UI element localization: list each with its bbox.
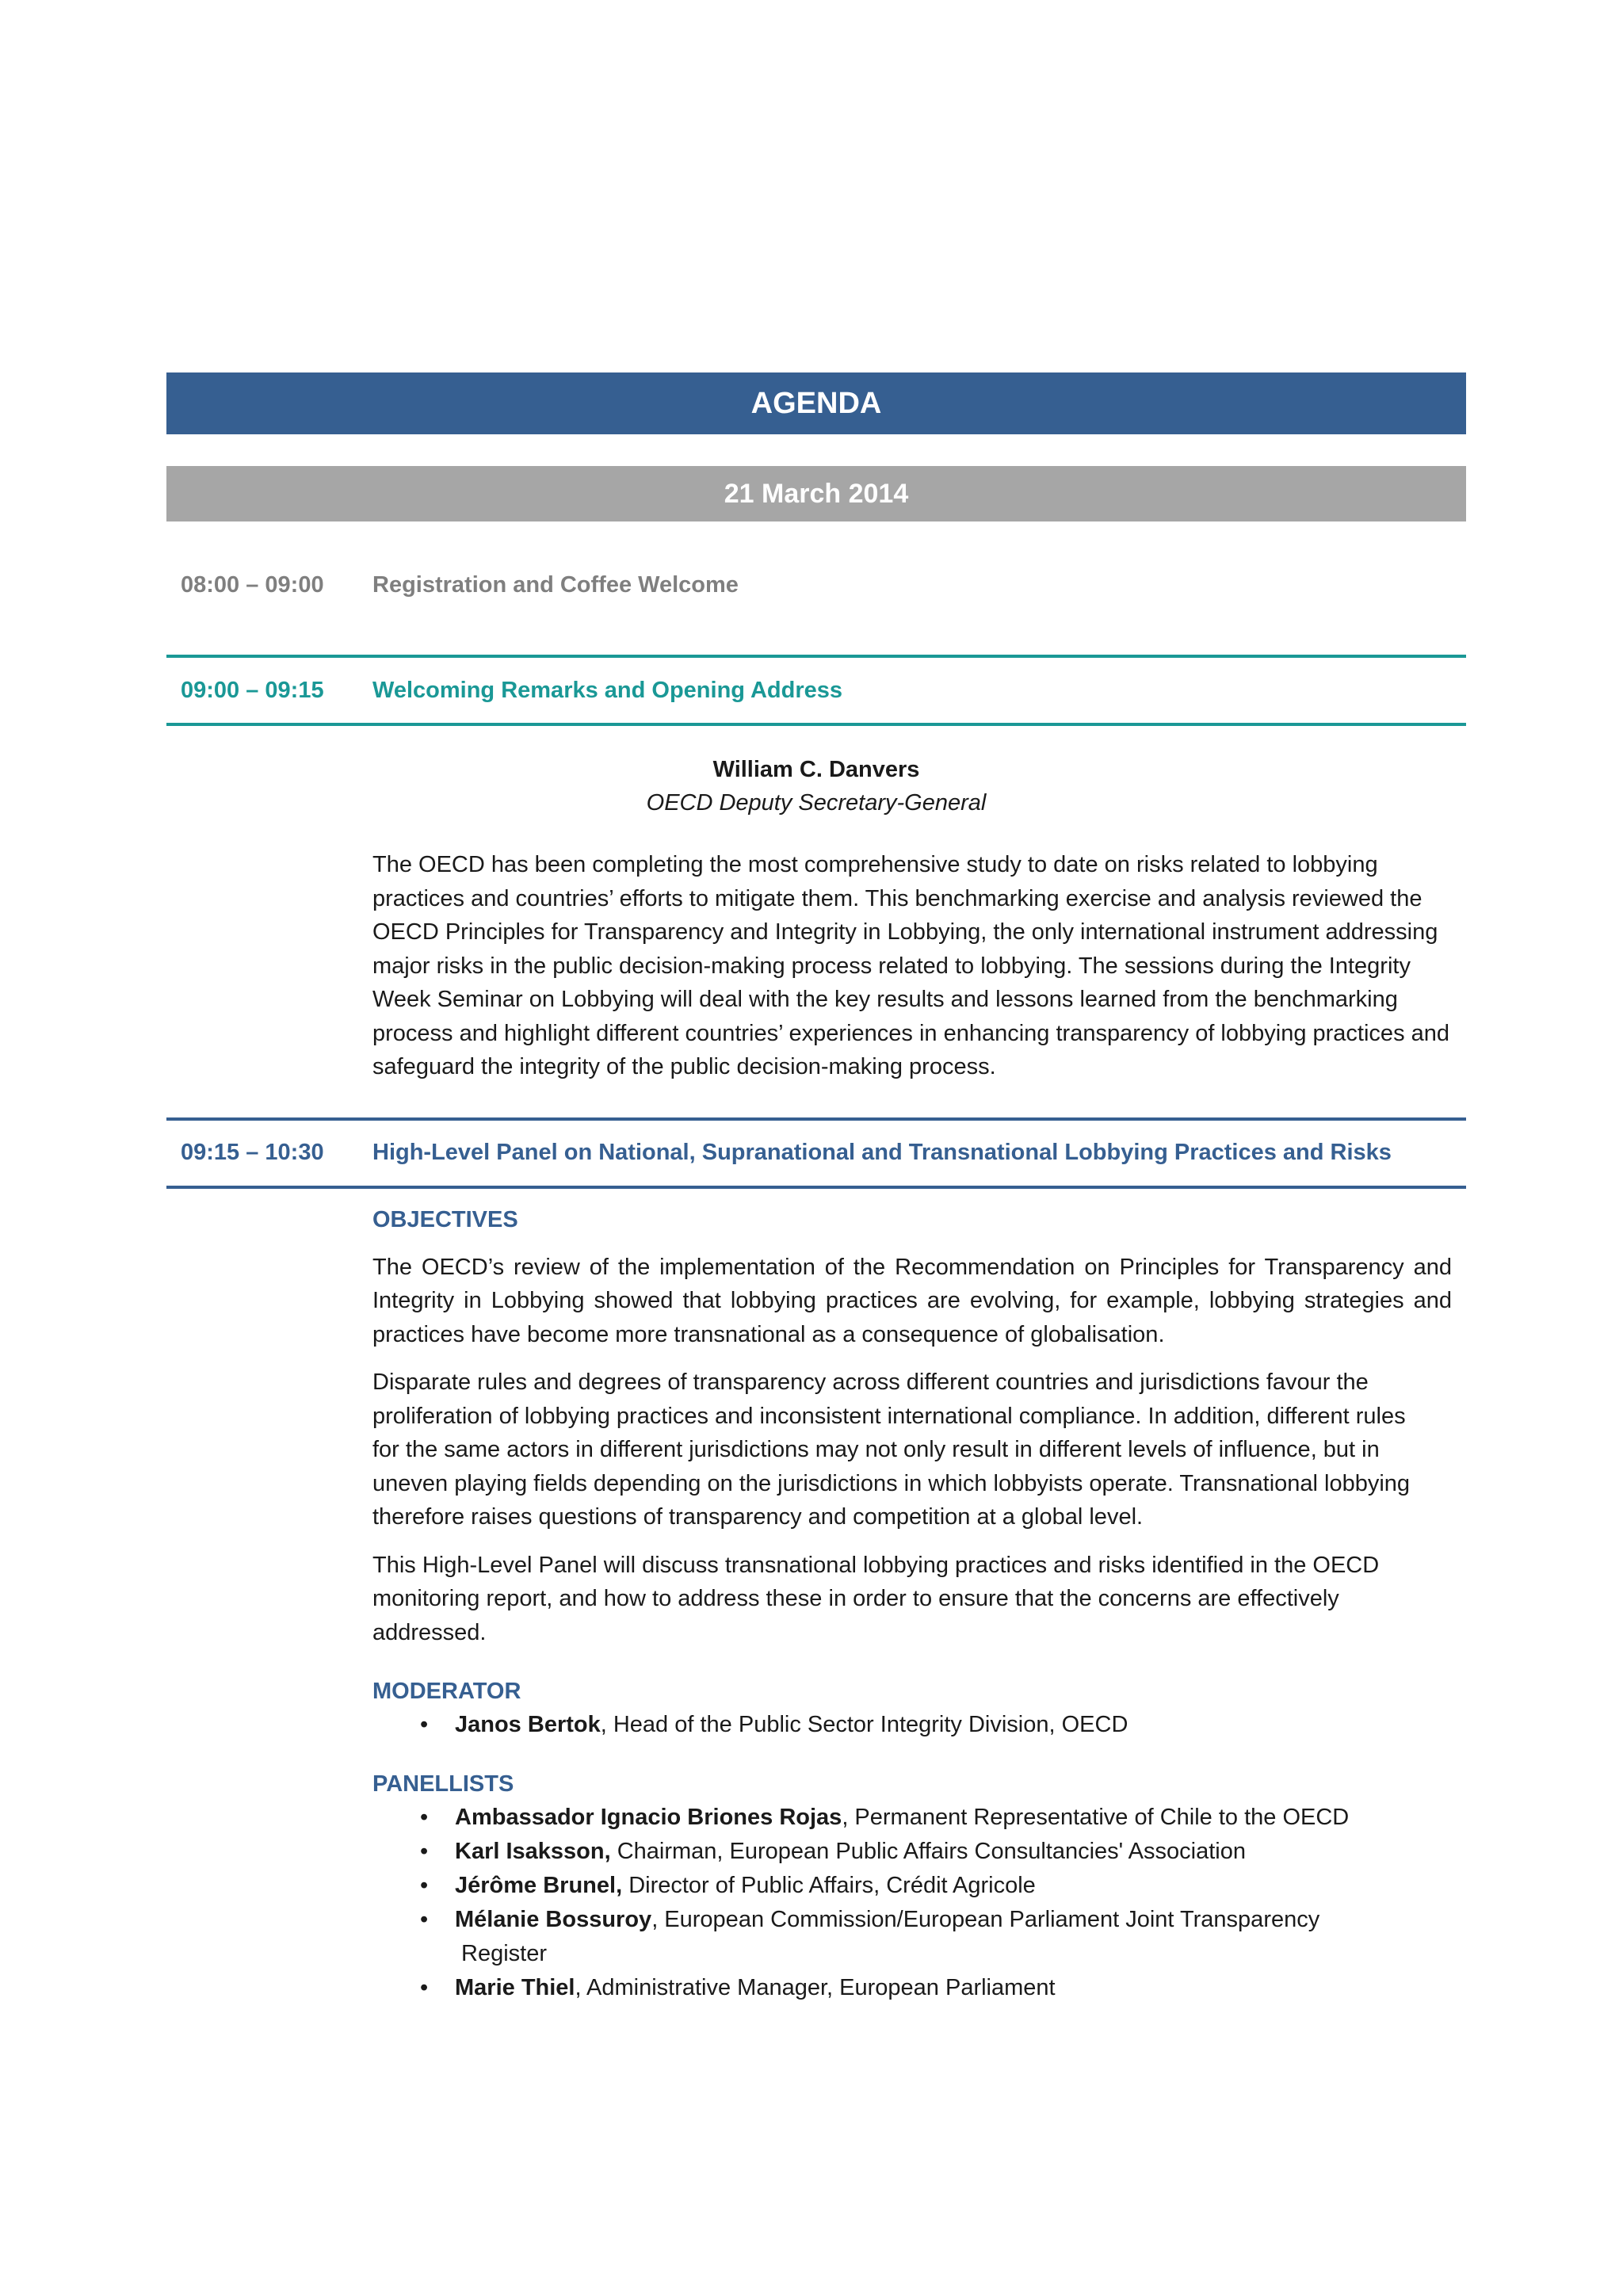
agenda-title: AGENDA <box>750 386 882 420</box>
person-name: Mélanie Bossuroy <box>455 1907 652 1932</box>
session-title: Welcoming Remarks and Opening Address <box>372 677 843 703</box>
session-welcoming-remarks <box>166 655 1466 726</box>
person-role: , Administrative Manager, European Parliament <box>575 1975 1056 2000</box>
person-name: Ambassador Ignacio Briones Rojas <box>455 1805 842 1830</box>
objectives-paragraph: Disparate rules and degrees of transparency across different countries and jurisdictions favour the proliferation of lobbying practices and inconsistent international compliance. In addition, different rules for the same actors in different jurisdictions may not only result in different levels of influence, but in uneven playing fields depending on the jurisdictions in which lobbyists operate. Transnational lobbying therefore raises questions of transparency and competition at a global level. <box>372 1370 1411 1530</box>
person-role-continued: Register <box>461 1941 547 1966</box>
person-role: Director of Public Affairs, Crédit Agricole <box>622 1873 1036 1898</box>
objectives-paragraph: The OECD’s review of the implementation of the Recommendation on Principles for Transparency and Integrity in Lobbying showed that lobbying practices are evolving, for example, lobbying strategies and practices have become more transnational as a consequence of globalisation. <box>372 1254 1452 1347</box>
date-banner <box>166 466 1466 521</box>
panellists-list <box>372 1801 1452 2005</box>
panel-details <box>372 1203 1452 2006</box>
bullet-icon: • <box>420 1873 429 1898</box>
list-item <box>372 1835 1452 1869</box>
person-name: Karl Isaksson, <box>455 1839 611 1864</box>
bullet-icon: • <box>420 1712 429 1737</box>
list-item <box>372 1869 1452 1903</box>
speaker-name: William C. Danvers <box>712 757 920 782</box>
agenda-banner <box>166 372 1466 434</box>
session-time: 09:15 – 10:30 <box>181 1140 324 1165</box>
session-time: 09:00 – 09:15 <box>181 677 324 703</box>
person-role: , European Commission/European Parliament Joint Transparency <box>651 1907 1320 1932</box>
bullet-icon: • <box>420 1907 429 1932</box>
bullet-icon: • <box>420 1975 429 2000</box>
session-time: 08:00 – 09:00 <box>181 571 324 598</box>
objectives-paragraph: This High-Level Panel will discuss transnational lobbying practices and risks identified in the OECD monitoring report, and how to address these in order to ensure that the concerns are effectively addressed. <box>372 1552 1380 1645</box>
person-name: Marie Thiel <box>455 1975 575 2000</box>
list-item <box>372 1903 1452 1971</box>
session-title: High-Level Panel on National, Supranational and Transnational Lobbying Practices and Risks <box>372 1140 1392 1165</box>
person-name: Janos Bertok <box>455 1712 601 1737</box>
bullet-icon: • <box>420 1805 429 1830</box>
list-item <box>372 1708 1452 1742</box>
session-title: Registration and Coffee Welcome <box>372 571 739 598</box>
person-role: , Permanent Representative of Chile to the OECD <box>842 1805 1350 1830</box>
speaker-block <box>372 753 1260 819</box>
list-item <box>372 1971 1452 2005</box>
person-role: Chairman, European Public Affairs Consultancies' Association <box>610 1839 1246 1864</box>
moderator-heading: MODERATOR <box>372 1679 521 1704</box>
bullet-icon: • <box>420 1839 429 1864</box>
list-item <box>372 1801 1452 1835</box>
session-high-level-panel <box>166 1117 1466 1189</box>
panellists-heading: PANELLISTS <box>372 1771 514 1797</box>
person-role: , Head of the Public Sector Integrity Division, OECD <box>600 1712 1128 1737</box>
agenda-date: 21 March 2014 <box>724 478 909 509</box>
session-description-block <box>372 848 1452 1084</box>
moderator-list <box>372 1708 1452 1742</box>
session-registration <box>166 553 1466 617</box>
speaker-role: OECD Deputy Secretary-General <box>646 790 987 816</box>
objectives-heading: OBJECTIVES <box>372 1206 518 1232</box>
agenda-page <box>166 372 1466 2005</box>
person-name: Jérôme Brunel, <box>455 1873 623 1898</box>
session-description: The OECD has been completing the most comprehensive study to date on risks related to lobbying practices and countries’ efforts to mitigate them. This benchmarking exercise and analysis reviewed the OECD Principles for Transparency and Integrity in Lobbying, the only international instrument addressing major risks in the public decision-making process related to lobbying. The sessions during the Integrity Week Seminar on Lobbying will deal with the key results and lessons learned from the benchmarking process and highlight different countries’ experiences in enhancing transparency of lobbying practices and safeguard the integrity of the public decision-making process. <box>372 852 1450 1079</box>
